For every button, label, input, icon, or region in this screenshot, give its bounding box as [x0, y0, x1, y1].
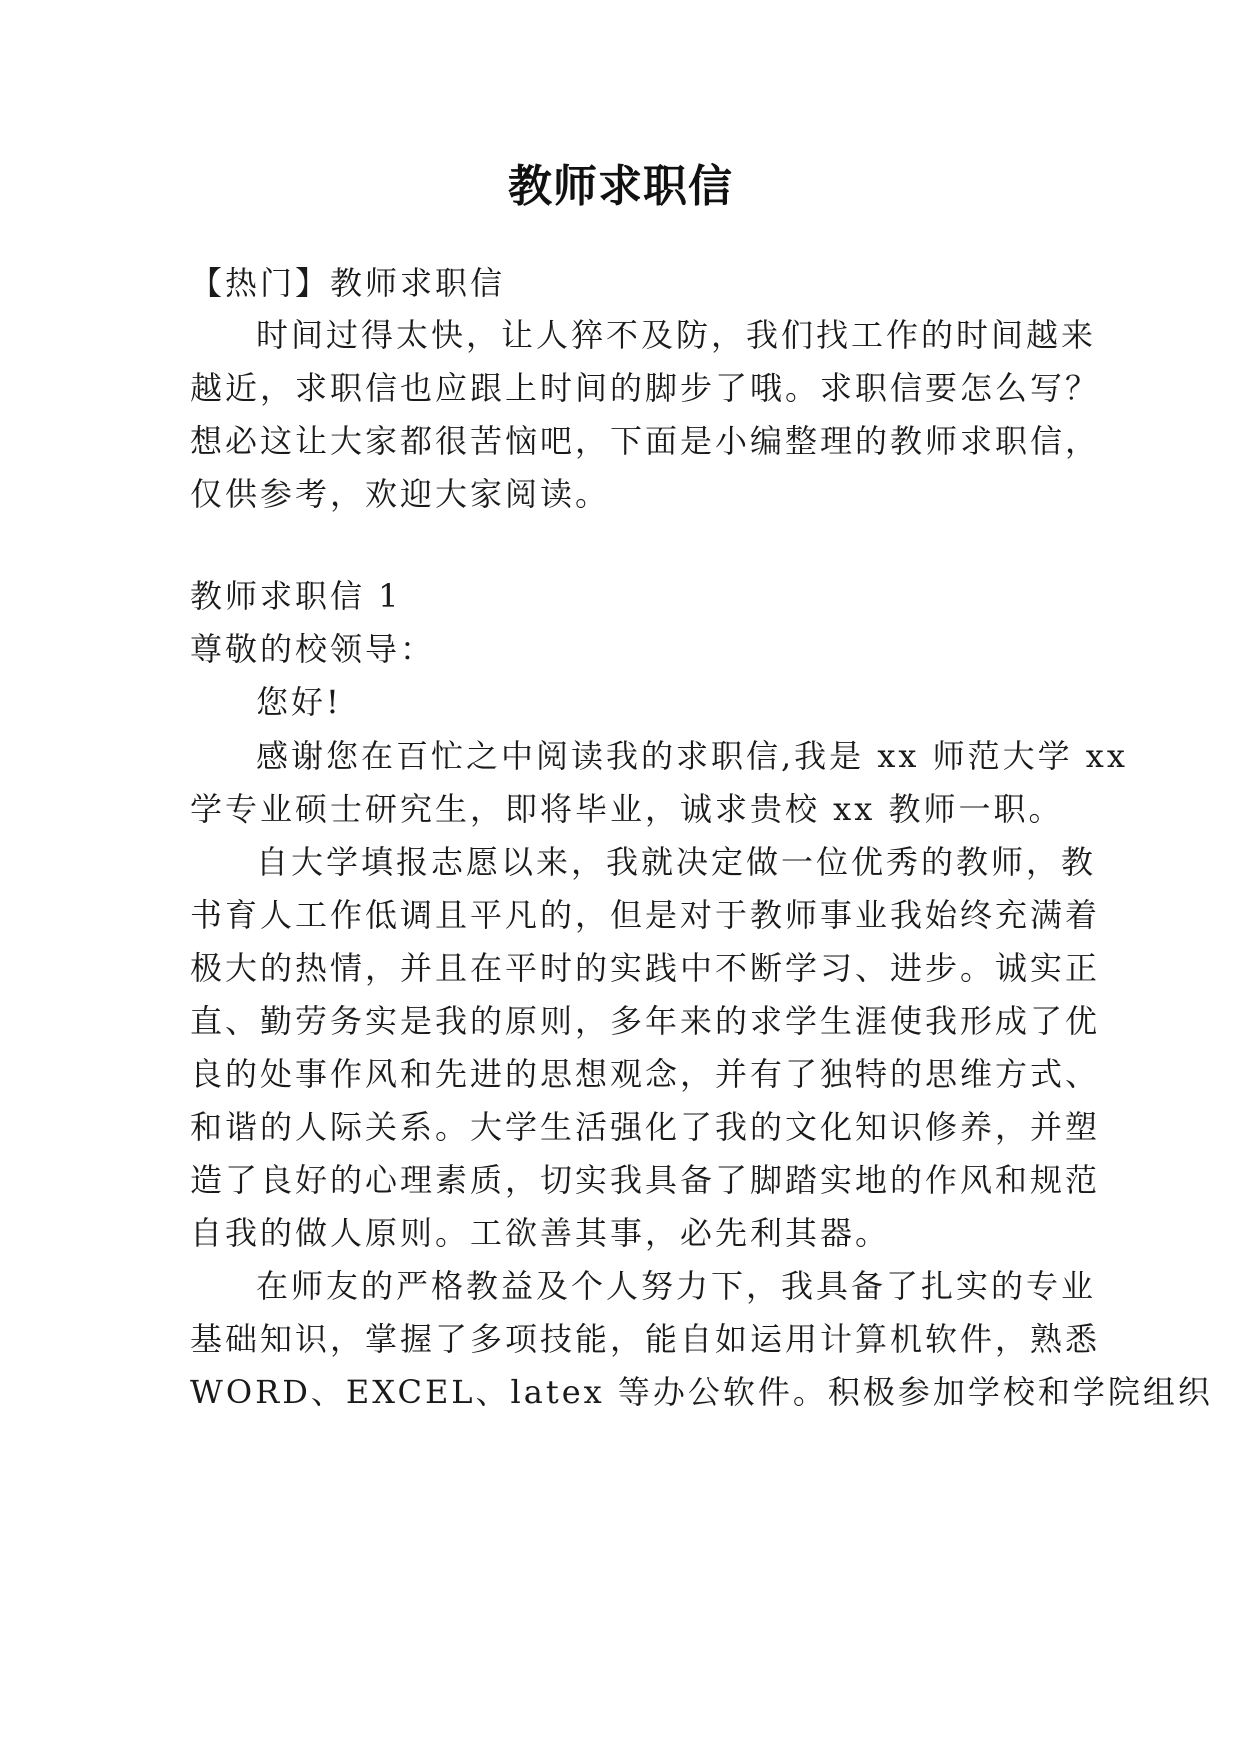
subtitle: 【热门】教师求职信 [190, 264, 506, 302]
section-heading: 教师求职信 1 [190, 577, 402, 615]
body-line: 学专业硕士研究生，即将毕业，诚求贵校 xx 教师一职。 [190, 790, 1064, 828]
body-line: 自大学填报志愿以来，我就决定做一位优秀的教师，教 [256, 843, 1097, 881]
intro-line: 仅供参考，欢迎大家阅读。 [190, 475, 611, 513]
body-line: 造了良好的心理素质，切实我具备了脚踏实地的作风和规范 [190, 1161, 1101, 1199]
body-line: 基础知识，掌握了多项技能，能自如运用计算机软件，熟悉 [190, 1320, 1101, 1358]
body-line: 直、勤劳务实是我的原则，多年来的求学生涯使我形成了优 [190, 1002, 1101, 1040]
intro-line: 想必这让大家都很苦恼吧，下面是小编整理的教师求职信， [190, 422, 1101, 460]
page-title: 教师求职信 [508, 161, 733, 212]
body-line: 在师友的严格教益及个人努力下，我具备了扎实的专业 [256, 1267, 1097, 1305]
intro-line: 越近，求职信也应跟上时间的脚步了哦。求职信要怎么写？ [190, 369, 1101, 407]
intro-line: 时间过得太快，让人猝不及防，我们找工作的时间越来 [256, 316, 1097, 354]
body-line: 书育人工作低调且平凡的，但是对于教师事业我始终充满着 [190, 896, 1101, 934]
body-line: 自我的做人原则。工欲善其事，必先利其器。 [190, 1214, 891, 1252]
body-line: 和谐的人际关系。大学生活强化了我的文化知识修养，并塑 [190, 1108, 1101, 1146]
body-line: 极大的热情，并且在平时的实践中不断学习、进步。诚实正 [190, 949, 1101, 987]
salutation: 尊敬的校领导： [190, 630, 436, 668]
body-line: 感谢您在百忙之中阅读我的求职信,我是 xx 师范大学 xx [256, 737, 1128, 775]
greeting: 您好! [256, 683, 342, 721]
body-line: WORD、EXCEL、latex 等办公软件。积极参加学校和学院组织 [190, 1373, 1213, 1411]
body-line: 良的处事作风和先进的思想观念，并有了独特的思维方式、 [190, 1055, 1101, 1093]
